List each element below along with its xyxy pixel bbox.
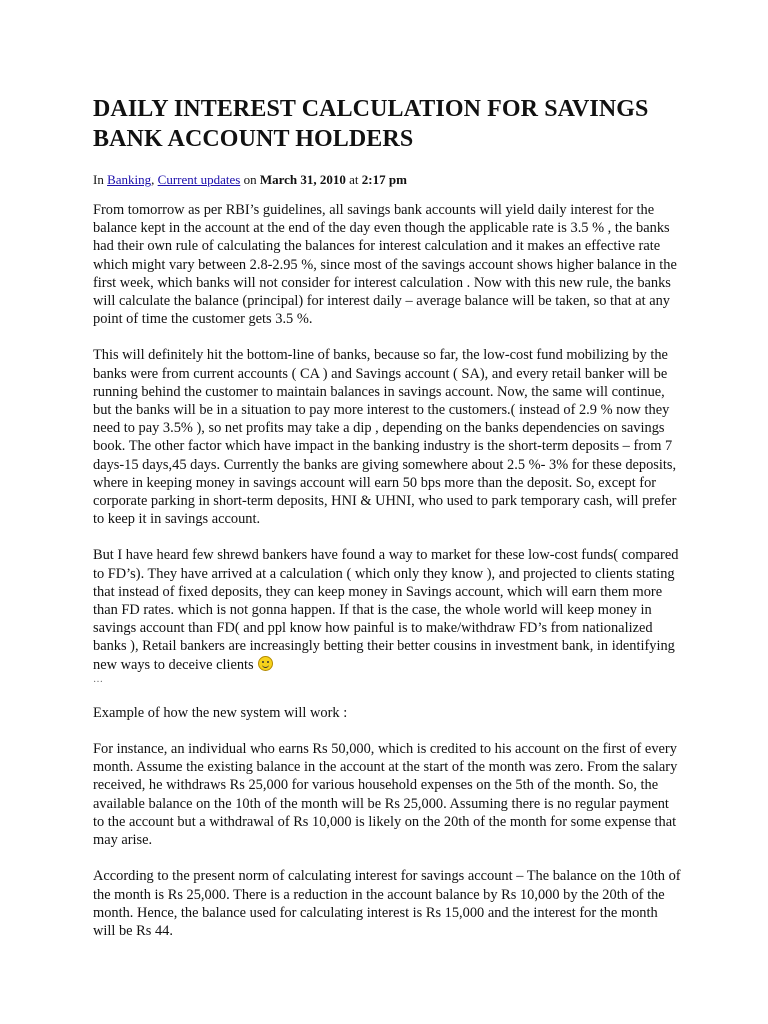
post-time: 2:17 pm bbox=[361, 172, 407, 187]
paragraph-3 bbox=[93, 546, 681, 685]
article-title: DAILY INTEREST CALCULATION FOR SAVINGS BANK ACCOUNT HOLDERS bbox=[93, 96, 649, 152]
category-link-banking[interactable]: Banking bbox=[107, 172, 152, 187]
category-link-current-updates[interactable]: Current updates bbox=[157, 172, 241, 187]
meta-on: on bbox=[243, 172, 257, 187]
paragraph-5: For instance, an individual who earns Rs 50,000, which is credited to his account on the first of every month. Assume the existing balance in the account at the start of the month was zero. From the salary received, he withdraws Rs 25,000 for various household expenses on the 5th of the month. So, the available balance on the 10th of the month will be Rs 25,000. Assuming there is no regular payment to the account but a withdrawal of Rs 10,000 is likely on the 20th of the month for some expense that may arise. bbox=[93, 741, 678, 849]
paragraph-2: This will definitely hit the bottom-line of banks, because so far, the low-cost fund mobilizing by the banks were from current accounts ( CA ) and Savings account ( SA), and every retail banker will be running behind the customer to maintain balances in savings account. Now, the same will continue, but the banks will be in a situation to pay more interest to the customers.( instead of 2.9 % now they need to pay 3.5% ), so net profits may take a dip , depending on the banks dependencies on savings book. The other factor which have impact in the banking industry is the short-term deposits – from 7 days-15 days,45 days. Currently the banks are giving somewhere about 2.5 %- 3% for these deposits, where in keeping money in savings account will earn 50 bps more than the deposit. So, except for corporate parking in short-term deposits, HNI & UHNI, who used to park temporary cash, will prefer to keep it in savings account. bbox=[93, 347, 677, 528]
article bbox=[93, 94, 681, 958]
meta-prefix: In bbox=[93, 172, 104, 187]
smiley-face-icon bbox=[258, 656, 273, 671]
meta-at: at bbox=[349, 172, 359, 187]
paragraph-6: According to the present norm of calculating interest for savings account – The balance on the 10th of the month is Rs 25,000. There is a reduction in the account balance by Rs 10,000 by the 20th of the month. Hence, the balance used for calculating interest is Rs 15,000 and the interest for the month will be Rs 44. bbox=[93, 868, 681, 939]
article-meta bbox=[93, 171, 681, 189]
paragraph-1: From tomorrow as per RBI’s guidelines, all savings bank accounts will yield daily interest for the balance kept in the account at the end of the day even though the applicable rate is 3.5 % , the banks had their own rule of calculating the balances for interest calculation and it makes an effective rate which might vary between 2.8-2.95 %, since most of the savings account shows higher balance in the first week, which banks will not consider for interest calculation . Now with this new rule, the banks will calculate the balance (principal) for interest daily – average balance will be taken, so that at any point of time the customer gets 3.5 %. bbox=[93, 202, 677, 328]
paragraph-3-text: But I have heard few shrewd bankers have found a way to market for these low-cost funds( compared to FD’s). They have arrived at a calculation ( which only they know ), and projected to clients stating that instead of fixed deposits, they can keep money in Savings account, which will earn them more than FD rates. which is not gonna happen. If that is the case, the whole world will keep money in savings account than FD( and ppl know how painful is to make/withdraw FD’s from nationalized banks ), Retail bankers are increasingly betting their better cousins in investment bank, in identifying new ways to deceive clients bbox=[93, 547, 679, 673]
ellipsis: … bbox=[93, 673, 103, 685]
post-date: March 31, 2010 bbox=[259, 172, 346, 187]
meta-separator: , bbox=[151, 172, 155, 187]
paragraph-4: Example of how the new system will work : bbox=[93, 704, 348, 721]
